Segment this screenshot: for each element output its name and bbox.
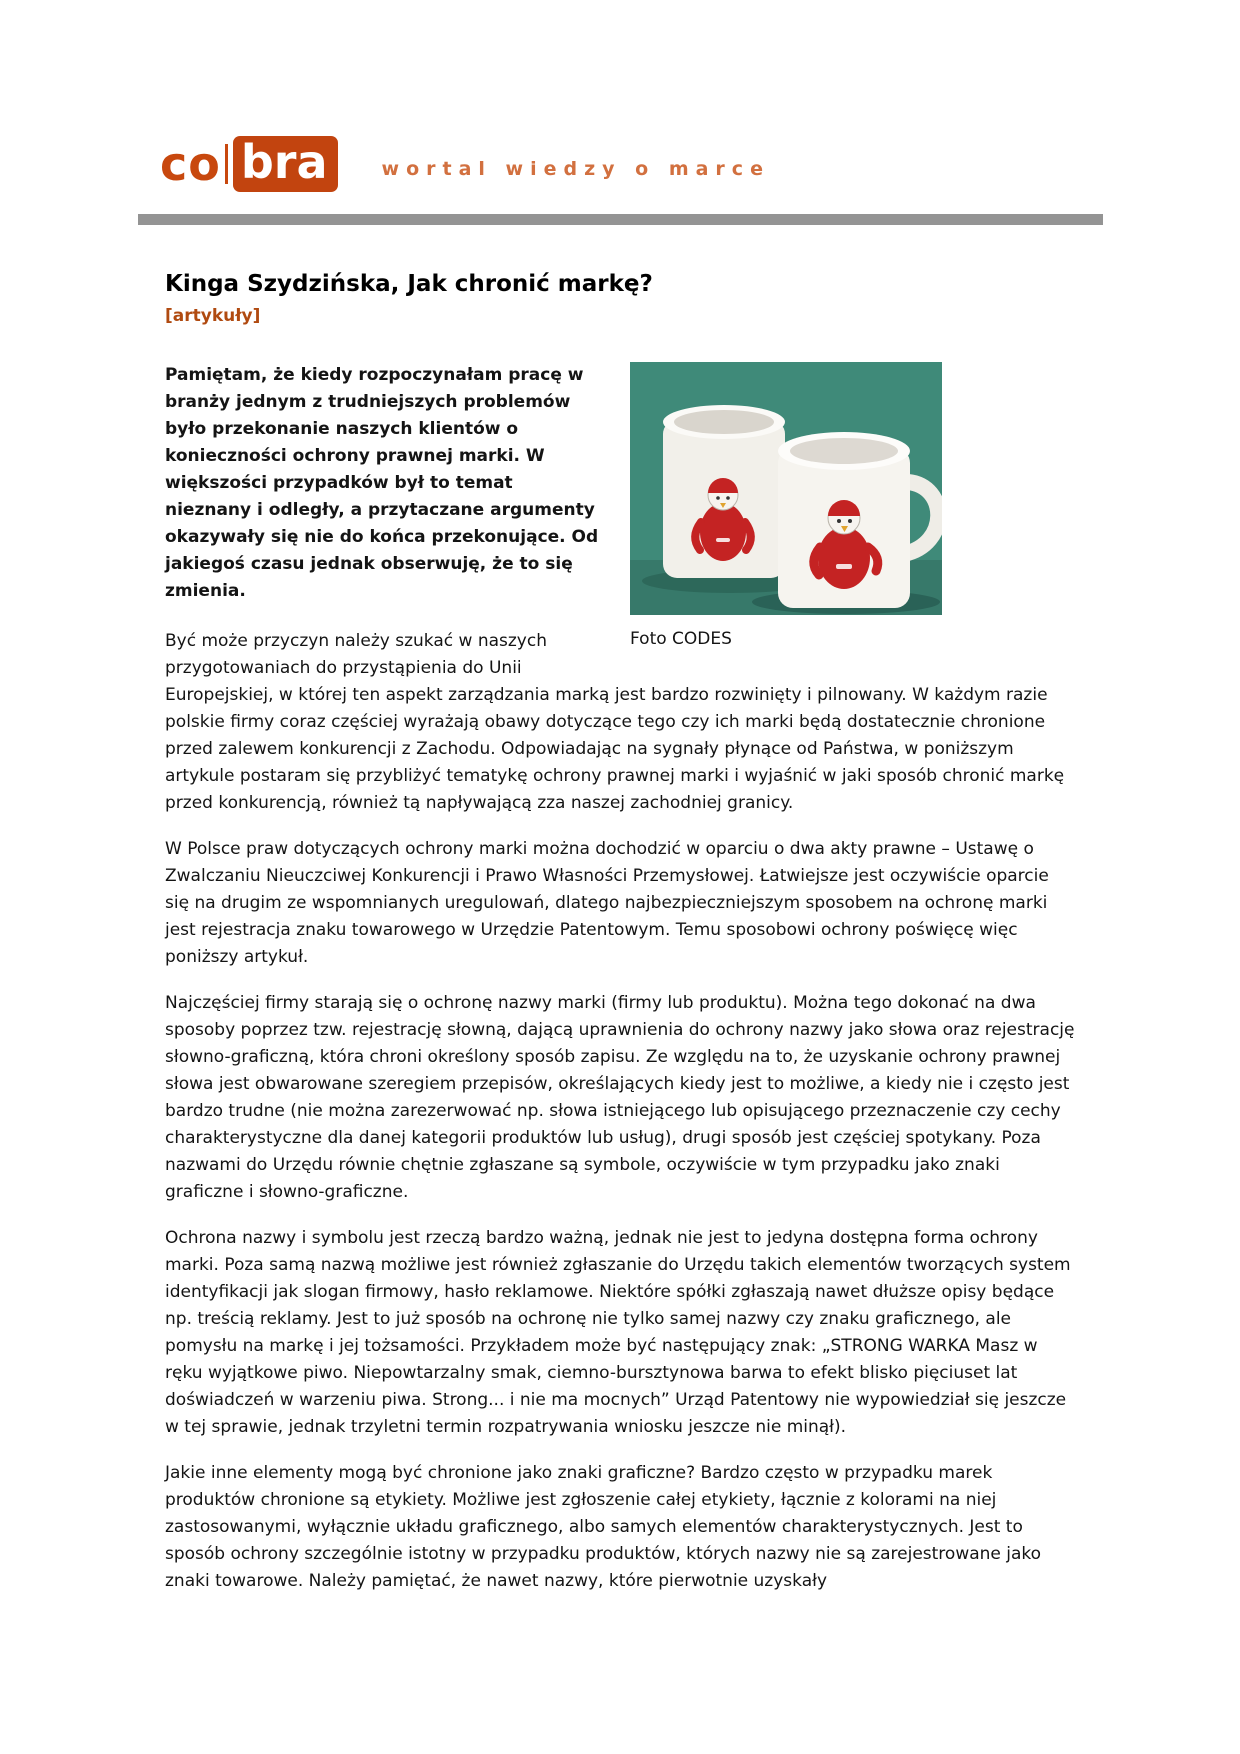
logo-row — [160, 0, 1240, 192]
paragraph-3: Najczęściej firmy starają się o ochronę nazwy marki (firmy lub produktu). Można tego dokonać na dwa sposoby poprzez tzw. rejestrację słowną, dającą uprawnienia do ochrony nazwy jako słowa oraz rejestrację słowno-graficzną, która chroni określony sposób zapisu. Ze względu na to, że uzyskanie ochrony prawnej słowa jest obwarowane szeregiem przepisów, określających kiedy jest to możliwe, a kiedy nie i często jest bardzo trudne (nie można zarezerwować np. słowa istniejącego lub opisującego przeznaczenie czy cechy charakterystyczne dla danej kategorii produktów lub usług), drugi sposób jest częściej spotykany. Poza nazwami do Urzędu równie chętnie zgłaszane są symbole, oczywiście w tym przypadku jako znaki graficzne i słowno-graficzne. — [165, 993, 1075, 1202]
photo-figure — [630, 362, 942, 649]
lead-paragraph: Pamiętam, że kiedy rozpoczynałam pracę w branży jednym z trudniejszych problemów było przekonanie naszych klientów o konieczności ochrony prawnej marki. W większości przypadków był to temat nieznany i odległy, a przytaczane argumenty okazywały się nie do końca przekonujące. Od jakiegoś czasu jednak obserwuję, że to się zmienia. — [165, 365, 599, 601]
article-content — [165, 271, 1075, 1595]
paragraph-5: Jakie inne elementy mogą być chronione jako znaki graficzne? Bardzo często w przypadku marek produktów chronione są etykiety. Możliwe jest zgłoszenie całej etykiety, łącznie z kolorami na niej zastosowanymi, wyłącznie układu graficznego, albo samych elementów charakterystycznych. Jest to sposób ochrony szczególnie istotny w przypadku produktów, których nazwy nie są zarejestrowane jako znaki towarowe. Należy pamiętać, że nawet nazwy, które pierwotnie uzyskały — [165, 1463, 1042, 1591]
article-title: Kinga Szydzińska, Jak chronić markę? — [165, 271, 653, 297]
photo-caption: Foto CODES — [630, 629, 732, 649]
logo-divider — [225, 144, 228, 184]
header-divider — [138, 214, 1103, 225]
category-link[interactable]: [artykuły] — [165, 306, 261, 326]
logo-co-text: co — [160, 137, 221, 191]
paragraph-2: W Polsce praw dotyczących ochrony marki można dochodzić w oparciu o dwa akty prawne – Ustawę o Zwalczaniu Nieuczciwej Konkurencji i Prawo Własności Przemysłowej. Łatwiejsze jest oczywiście oparcie się na drugim ze wspomnianych uregulowań, dlatego najbezpieczniejszym sposobem na ochronę marki jest rejestracja znaku towarowego w Urzędzie Patentowym. Temu sposobowi ochrony poświęcę więc poniższy artykuł. — [165, 839, 1049, 967]
cobra-logo[interactable] — [160, 136, 338, 192]
mugs-photo — [630, 362, 942, 615]
logo-bra-text: bra — [233, 136, 338, 192]
logo-tagline: wortal wiedzy o marce — [381, 158, 770, 180]
header — [0, 0, 1240, 225]
paragraph-4: Ochrona nazwy i symbolu jest rzeczą bardzo ważną, jednak nie jest to jedyna dostępna forma ochrony marki. Poza samą nazwą możliwe jest również zgłaszanie do Urzędu takich elementów tworzących system identyfikacji jak slogan firmowy, hasło reklamowe. Niektóre spółki zgłaszają nawet dłuższe opisy będące np. treścią reklamy. Jest to już sposób na ochronę nie tylko samej nazwy czy znaku graficznego, ale pomysłu na markę i jej tożsamości. Przykładem może być następujący znak: „STRONG WARKA Masz w ręku wyjątkowe piwo. Niepowtarzalny smak, ciemno-bursztynowa barwa to efekt blisko pięciuset lat doświadczeń w warzeniu piwa. Strong... i nie ma mocnych” Urząd Patentowy nie wypowiedział się jeszcze w tej sprawie, jednak trzyletni termin rozpatrywania wniosku jeszcze nie minął). — [165, 1228, 1071, 1437]
paragraph-1: Być może przyczyn należy szukać w naszych przygotowaniach do przystąpienia do Unii Europejskiej, w której ten aspekt zarządzania marką jest bardzo rozwinięty i pilnowany. W każdym razie polskie firmy coraz częściej wyrażają obawy dotyczące tego czy ich marki będą dostatecznie chronione przed zalewem konkurencji z Zachodu. Odpowiadając na sygnały płynące od Państwa, w poniższym artykule postaram się przybliżyć tematykę ochrony prawnej marki i wyjaśnić w jaki sposób chronić markę przed konkurencją, również tą napływającą zza naszej zachodniej granicy. — [165, 631, 1065, 813]
